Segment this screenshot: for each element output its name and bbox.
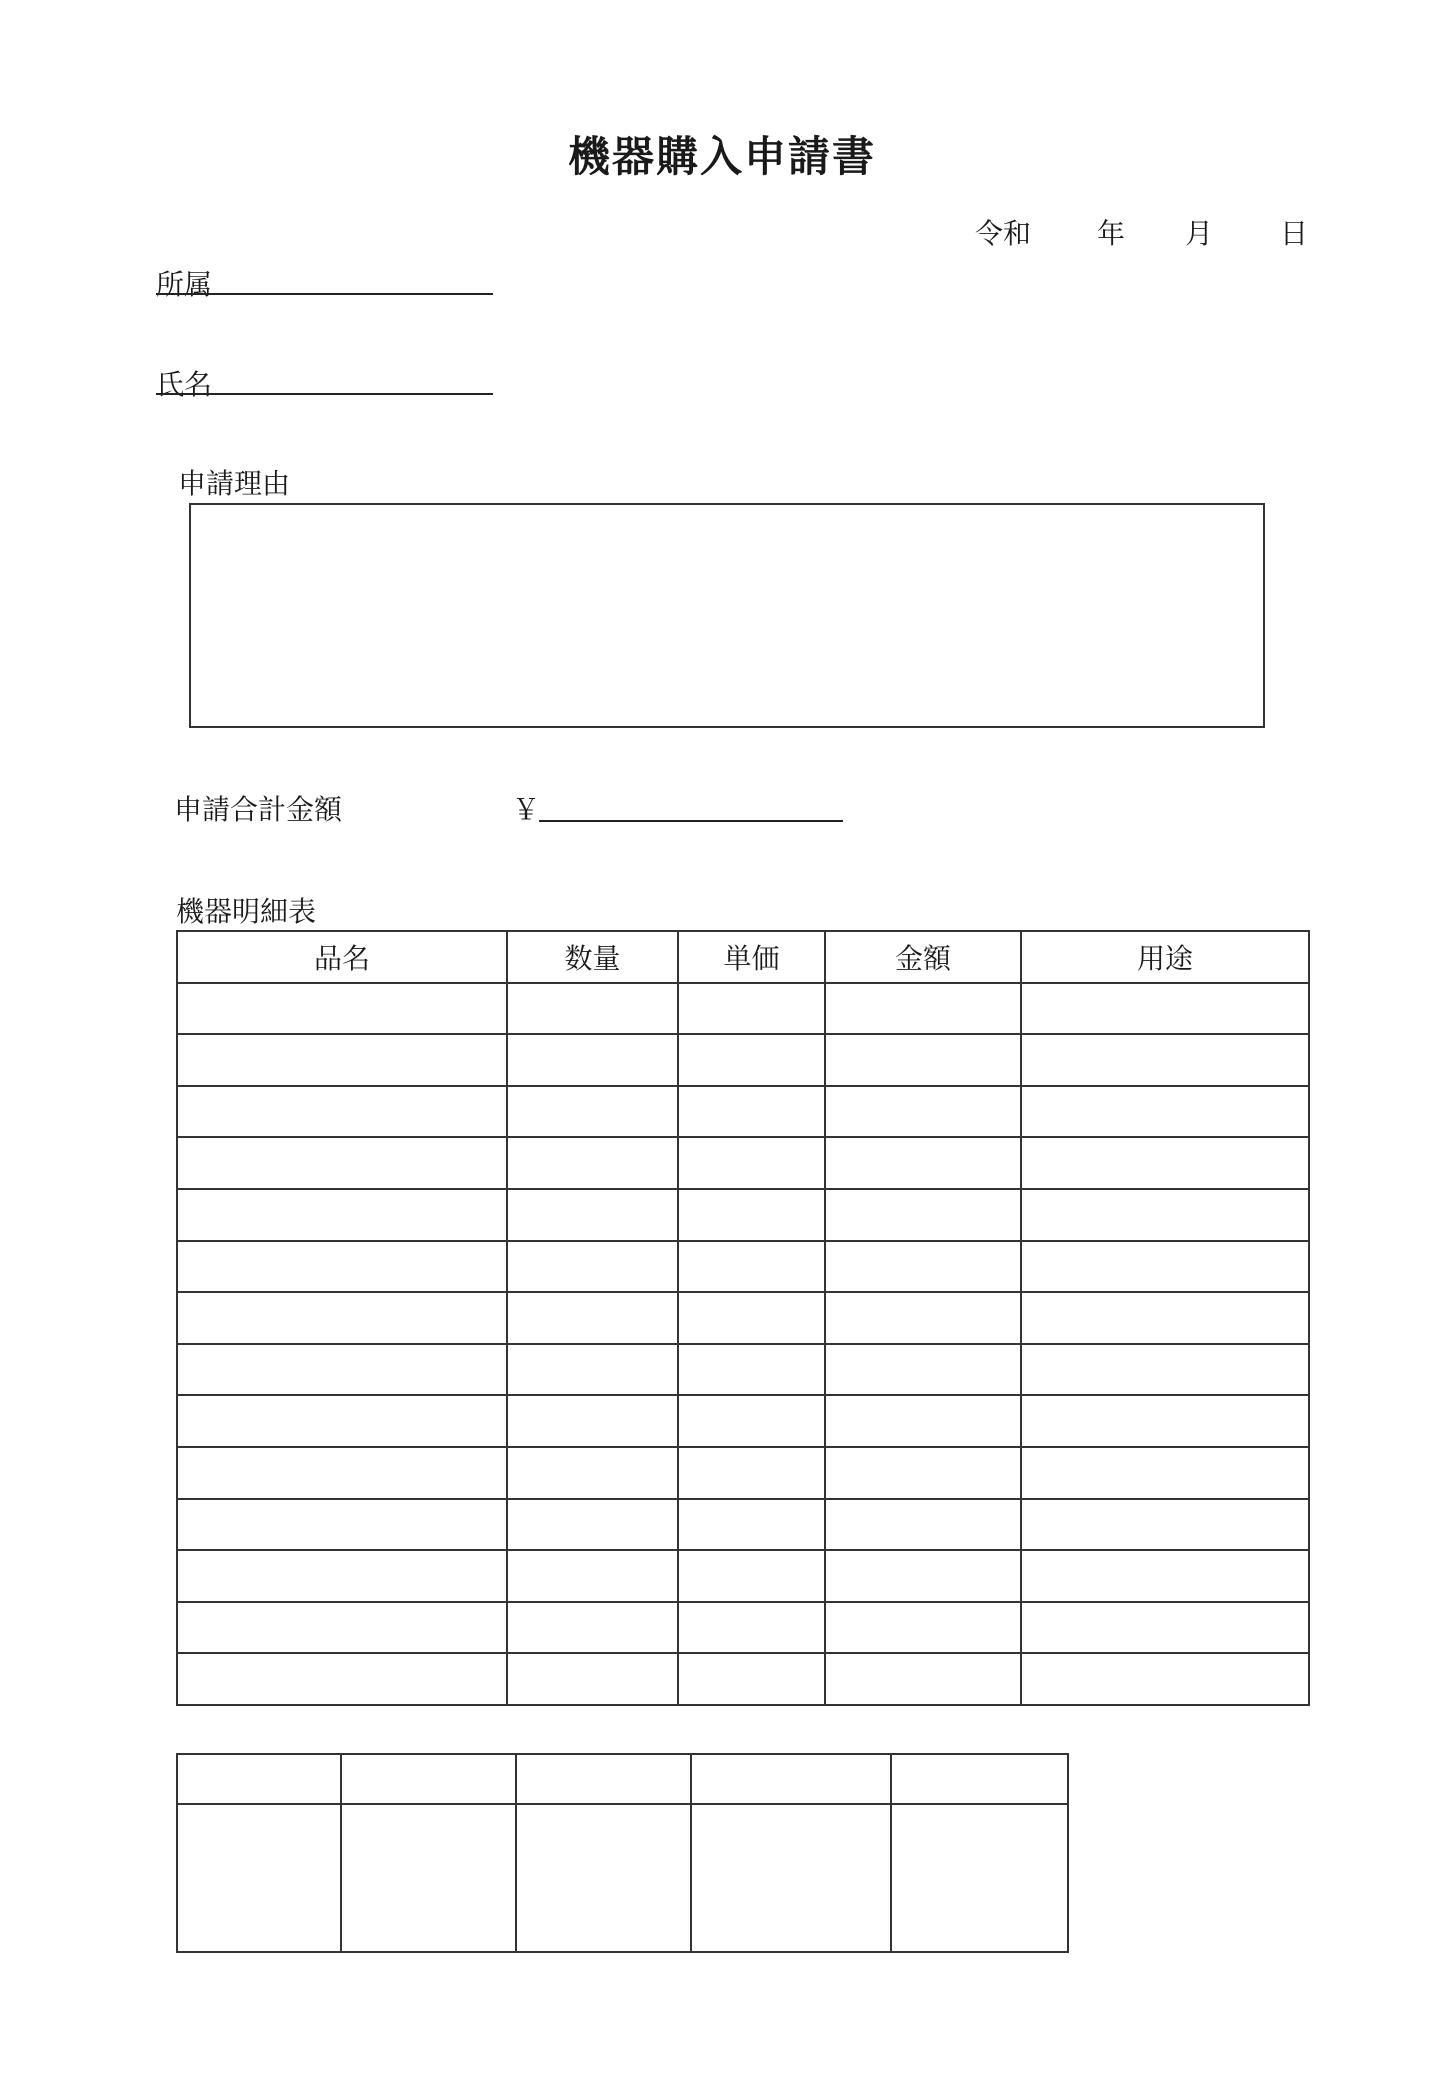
table-row xyxy=(177,1086,1309,1138)
item-name-cell[interactable] xyxy=(177,1344,507,1396)
approval-stamp-cell[interactable] xyxy=(891,1804,1068,1952)
quantity-cell[interactable] xyxy=(507,1189,678,1241)
amount-cell[interactable] xyxy=(825,1395,1021,1447)
purpose-cell[interactable] xyxy=(1021,1137,1309,1189)
name-field[interactable] xyxy=(156,393,493,395)
unit-price-cell[interactable] xyxy=(678,1344,825,1396)
purpose-cell[interactable] xyxy=(1021,1086,1309,1138)
unit-price-cell[interactable] xyxy=(678,1137,825,1189)
unit-price-cell[interactable] xyxy=(678,1034,825,1086)
quantity-cell[interactable] xyxy=(507,1602,678,1654)
purpose-cell[interactable] xyxy=(1021,1292,1309,1344)
reason-box[interactable] xyxy=(189,503,1265,728)
item-name-cell[interactable] xyxy=(177,1292,507,1344)
reason-label: 申請理由 xyxy=(178,467,291,500)
amount-cell[interactable] xyxy=(825,1499,1021,1551)
amount-cell[interactable] xyxy=(825,983,1021,1035)
item-name-cell[interactable] xyxy=(177,1086,507,1138)
approval-stamp-cell[interactable] xyxy=(691,1804,891,1952)
table-row xyxy=(177,1292,1309,1344)
amount-cell[interactable] xyxy=(825,1189,1021,1241)
approval-stamp-cell[interactable] xyxy=(177,1804,341,1952)
item-name-cell[interactable] xyxy=(177,1653,507,1705)
unit-price-cell[interactable] xyxy=(678,1550,825,1602)
table-row xyxy=(177,1447,1309,1499)
table-row xyxy=(177,1395,1309,1447)
unit-price-cell[interactable] xyxy=(678,1241,825,1293)
unit-price-cell[interactable] xyxy=(678,1653,825,1705)
purpose-cell[interactable] xyxy=(1021,1653,1309,1705)
table-row xyxy=(177,1602,1309,1654)
amount-cell[interactable] xyxy=(825,1292,1021,1344)
quantity-cell[interactable] xyxy=(507,1137,678,1189)
amount-cell[interactable] xyxy=(825,1447,1021,1499)
detail-table-label: 機器明細表 xyxy=(176,895,317,928)
date-month-label: 月 xyxy=(1185,217,1214,250)
quantity-cell[interactable] xyxy=(507,1034,678,1086)
approval-stamp-cell[interactable] xyxy=(341,1804,516,1952)
purpose-cell[interactable] xyxy=(1021,1189,1309,1241)
date-line xyxy=(975,212,1315,248)
item-name-cell[interactable] xyxy=(177,1189,507,1241)
quantity-cell[interactable] xyxy=(507,1395,678,1447)
detail-table xyxy=(176,930,1310,1706)
quantity-cell[interactable] xyxy=(507,1344,678,1396)
unit-price-cell[interactable] xyxy=(678,1292,825,1344)
amount-cell[interactable] xyxy=(825,1550,1021,1602)
approval-stamp-row xyxy=(177,1804,1068,1952)
quantity-cell[interactable] xyxy=(507,1241,678,1293)
unit-price-cell[interactable] xyxy=(678,1602,825,1654)
amount-cell[interactable] xyxy=(825,1086,1021,1138)
table-row xyxy=(177,1189,1309,1241)
approval-header-cell xyxy=(341,1754,516,1804)
approval-stamp-cell[interactable] xyxy=(516,1804,691,1952)
amount-cell[interactable] xyxy=(825,1653,1021,1705)
table-row xyxy=(177,1137,1309,1189)
table-row xyxy=(177,1653,1309,1705)
unit-price-cell[interactable] xyxy=(678,1086,825,1138)
approval-header-cell xyxy=(516,1754,691,1804)
purpose-cell[interactable] xyxy=(1021,1344,1309,1396)
quantity-cell[interactable] xyxy=(507,1653,678,1705)
column-header-purpose: 用途 xyxy=(1021,931,1309,983)
document-title: 機器購入申請書 xyxy=(567,132,876,181)
approval-header-cell xyxy=(177,1754,341,1804)
item-name-cell[interactable] xyxy=(177,1499,507,1551)
date-era: 令和 xyxy=(975,217,1032,250)
table-row xyxy=(177,1499,1309,1551)
item-name-cell[interactable] xyxy=(177,1395,507,1447)
approval-header-row xyxy=(177,1754,1068,1804)
item-name-cell[interactable] xyxy=(177,1241,507,1293)
quantity-cell[interactable] xyxy=(507,1086,678,1138)
table-row xyxy=(177,1550,1309,1602)
quantity-cell[interactable] xyxy=(507,983,678,1035)
column-header-amount: 金額 xyxy=(825,931,1021,983)
purpose-cell[interactable] xyxy=(1021,1550,1309,1602)
unit-price-cell[interactable] xyxy=(678,983,825,1035)
column-header-unit-price: 単価 xyxy=(678,931,825,983)
item-name-cell[interactable] xyxy=(177,1602,507,1654)
affiliation-field[interactable] xyxy=(156,293,493,295)
quantity-cell[interactable] xyxy=(507,1550,678,1602)
unit-price-cell[interactable] xyxy=(678,1447,825,1499)
purpose-cell[interactable] xyxy=(1021,1241,1309,1293)
table-row xyxy=(177,1241,1309,1293)
purpose-cell[interactable] xyxy=(1021,1447,1309,1499)
quantity-cell[interactable] xyxy=(507,1447,678,1499)
name-label: 氏名 xyxy=(156,368,213,401)
item-name-cell[interactable] xyxy=(177,983,507,1035)
unit-price-cell[interactable] xyxy=(678,1189,825,1241)
amount-cell[interactable] xyxy=(825,1344,1021,1396)
approval-table xyxy=(176,1753,1069,1953)
column-header-item-name: 品名 xyxy=(177,931,507,983)
approval-header-cell xyxy=(891,1754,1068,1804)
amount-cell[interactable] xyxy=(825,1034,1021,1086)
date-year-label: 年 xyxy=(1097,217,1126,250)
amount-cell[interactable] xyxy=(825,1241,1021,1293)
amount-cell[interactable] xyxy=(825,1137,1021,1189)
unit-price-cell[interactable] xyxy=(678,1395,825,1447)
affiliation-label: 所属 xyxy=(156,268,213,301)
item-name-cell[interactable] xyxy=(177,1447,507,1499)
purpose-cell[interactable] xyxy=(1021,1034,1309,1086)
amount-cell[interactable] xyxy=(825,1602,1021,1654)
table-row xyxy=(177,1034,1309,1086)
item-name-cell[interactable] xyxy=(177,1034,507,1086)
item-name-cell[interactable] xyxy=(177,1137,507,1189)
table-row xyxy=(177,983,1309,1035)
quantity-cell[interactable] xyxy=(507,1292,678,1344)
purpose-cell[interactable] xyxy=(1021,1602,1309,1654)
total-amount-label: 申請合計金額 xyxy=(174,793,343,826)
date-day-label: 日 xyxy=(1280,217,1309,250)
total-amount-field[interactable] xyxy=(539,820,843,822)
yen-symbol: ￥ xyxy=(512,793,541,826)
table-row xyxy=(177,1344,1309,1396)
purpose-cell[interactable] xyxy=(1021,983,1309,1035)
unit-price-cell[interactable] xyxy=(678,1499,825,1551)
purpose-cell[interactable] xyxy=(1021,1395,1309,1447)
quantity-cell[interactable] xyxy=(507,1499,678,1551)
detail-header-row xyxy=(177,931,1309,983)
approval-header-cell xyxy=(691,1754,891,1804)
column-header-quantity: 数量 xyxy=(507,931,678,983)
item-name-cell[interactable] xyxy=(177,1550,507,1602)
purpose-cell[interactable] xyxy=(1021,1499,1309,1551)
